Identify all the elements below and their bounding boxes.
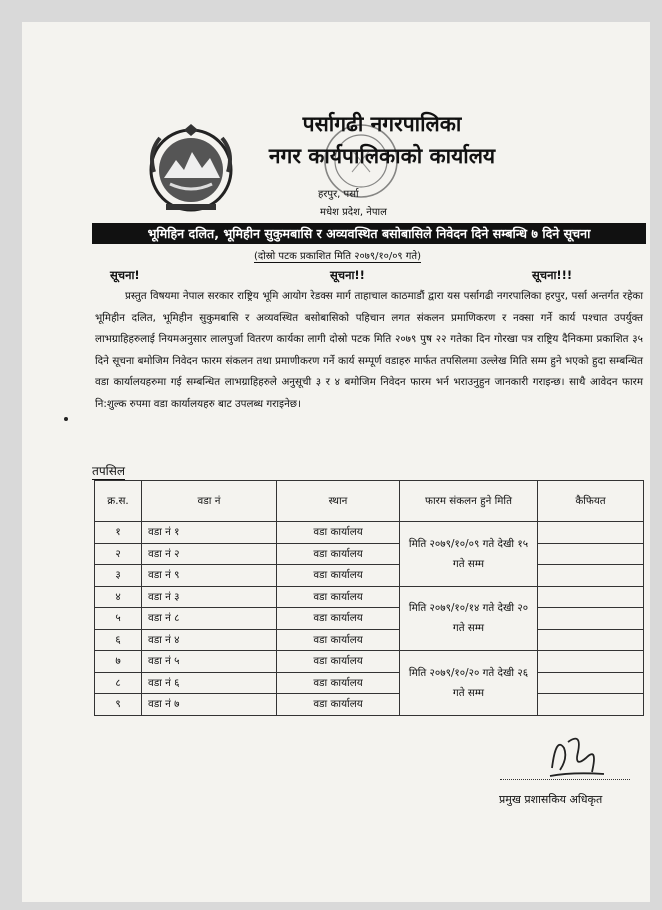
- cell-ward: वडा नं ७: [142, 694, 277, 716]
- stray-mark: [64, 417, 68, 421]
- table-row: [95, 629, 644, 651]
- body-paragraph: प्रस्तुत विषयमा नेपाल सरकार राष्ट्रिय भूमि आयोग रेडक्स मार्ग ताहाचाल काठमाडौं द्वारा यस पर्सागढी नगरपालिका हरपुर, पर्सा अन्तर्गत रहेका भूमिहीन दलित, भूमिहीन सुकुमबासि र अव्यवस्थित बसोबासिको पहिचान लगत संकलन प्रमाणिकरण र नक्सा गर्ने कार्य पश्चात उपर्युक्त लाभग्राहिहरुलाई नियमअनुसार लालपुर्जा वितरण कार्यका लागी दोस्रो पटक मिति २०७९ पुष २२ गतेका दिन गोरखा पत्र राष्ट्रिय दैनिकमा प्रकाशित ३५ दिने सूचना बमोजिम निवेदन फारम संकलन तथा प्रमाणीकरण गर्ने कार्य सम्पूर्ण वडाहरु मार्फत तपसिलमा उल्लेख मिति सम्म हुने भएको हुदा सम्बन्धित वडा कार्यालयहरुमा गई सम्बन्धित लाभग्राहिहरुले अनुसूची ३ र ४ बमोजिम निवेदन फारम भर्न भराउनुहुन जानकारी गराइन्छ। साथै आवेदन फारम नि:शुल्क रुपमा वडा कार्यालयहरु बाट उपलब्ध गराइनेछ।: [95, 290, 643, 410]
- table-row: [95, 608, 644, 630]
- nepal-emblem-icon: [146, 122, 236, 214]
- table-label: तपसिल: [92, 464, 126, 478]
- cell-place: वडा कार्यालय: [277, 522, 400, 544]
- notice-word-3: सूचना!!!: [532, 268, 573, 282]
- signature-line: [500, 779, 630, 780]
- cell-place: वडा कार्यालय: [277, 651, 400, 673]
- cell-ward: वडा नं ६: [142, 672, 277, 694]
- table-row: [95, 586, 644, 608]
- cell-ward: वडा नं २: [142, 543, 277, 565]
- cell-remarks: [538, 586, 644, 608]
- cell-remarks: [538, 565, 644, 587]
- cell-place: वडा कार्यालय: [277, 629, 400, 651]
- cell-serial: ९: [95, 694, 142, 716]
- notice-body: [95, 286, 643, 415]
- cell-serial: ७: [95, 651, 142, 673]
- header-serial: क्र.स.: [95, 481, 142, 522]
- cell-date: मिति २०७९/१०/२० गते देखी २६ गते सम्म: [400, 651, 538, 716]
- cell-serial: ३: [95, 565, 142, 587]
- publication-date: (दोस्रो पटक प्रकाशित मिति २०७९/१०/०९ गते): [254, 248, 421, 263]
- signatory-title: प्रमुख प्रशासकिय अधिकृत: [499, 793, 603, 806]
- cell-remarks: [538, 543, 644, 565]
- header-ward: वडा नं: [142, 481, 277, 522]
- cell-place: वडा कार्यालय: [277, 543, 400, 565]
- cell-remarks: [538, 629, 644, 651]
- cell-serial: ५: [95, 608, 142, 630]
- header-place: स्थान: [277, 481, 400, 522]
- notice-word-1: सूचना!: [110, 268, 140, 282]
- municipality-name: पर्सागढी नगरपालिका: [302, 112, 462, 136]
- cell-date: मिति २०७९/१०/१४ गते देखी २० गते सम्म: [400, 586, 538, 651]
- office-location: हरपुर, पर्सा: [318, 189, 359, 200]
- table-row: [95, 694, 644, 716]
- table-row: [95, 522, 644, 544]
- cell-place: वडा कार्यालय: [277, 694, 400, 716]
- cell-ward: वडा नं १: [142, 522, 277, 544]
- cell-serial: ४: [95, 586, 142, 608]
- document-page: [22, 22, 650, 902]
- cell-place: वडा कार्यालय: [277, 565, 400, 587]
- cell-ward: वडा नं ९: [142, 565, 277, 587]
- cell-date: मिति २०७९/१०/०९ गते देखी १५ गते सम्म: [400, 522, 538, 587]
- table-row: [95, 543, 644, 565]
- cell-serial: २: [95, 543, 142, 565]
- cell-ward: वडा नं ४: [142, 629, 277, 651]
- cell-remarks: [538, 694, 644, 716]
- cell-remarks: [538, 672, 644, 694]
- cell-ward: वडा नं ५: [142, 651, 277, 673]
- table-header-row: [95, 481, 644, 522]
- cell-serial: ६: [95, 629, 142, 651]
- notice-word-2: सूचना!!: [330, 268, 365, 282]
- cell-ward: वडा नं ३: [142, 586, 277, 608]
- cell-place: वडा कार्यालय: [277, 672, 400, 694]
- cell-place: वडा कार्यालय: [277, 586, 400, 608]
- office-name: नगर कार्यपालिकाको कार्यालय: [268, 144, 496, 168]
- cell-ward: वडा नं ८: [142, 608, 277, 630]
- header-remarks: कैफियत: [538, 481, 644, 522]
- cell-serial: ८: [95, 672, 142, 694]
- notice-banner: भूमिहिन दलित, भूमिहीन सुकुमबासि र अव्यवस्थित बसोबासिले निवेदन दिने सम्बन्धि ७ दिने सूचना: [92, 223, 646, 244]
- table-row: [95, 651, 644, 673]
- province-name: मधेश प्रदेश, नेपाल: [320, 207, 387, 218]
- table-row: [95, 672, 644, 694]
- header-date: फारम संकलन हुने मिति: [400, 481, 538, 522]
- table-row: [95, 565, 644, 587]
- cell-place: वडा कार्यालय: [277, 608, 400, 630]
- cell-remarks: [538, 651, 644, 673]
- schedule-table: [94, 480, 644, 716]
- signature-icon: [542, 728, 612, 782]
- cell-remarks: [538, 608, 644, 630]
- cell-serial: १: [95, 522, 142, 544]
- cell-remarks: [538, 522, 644, 544]
